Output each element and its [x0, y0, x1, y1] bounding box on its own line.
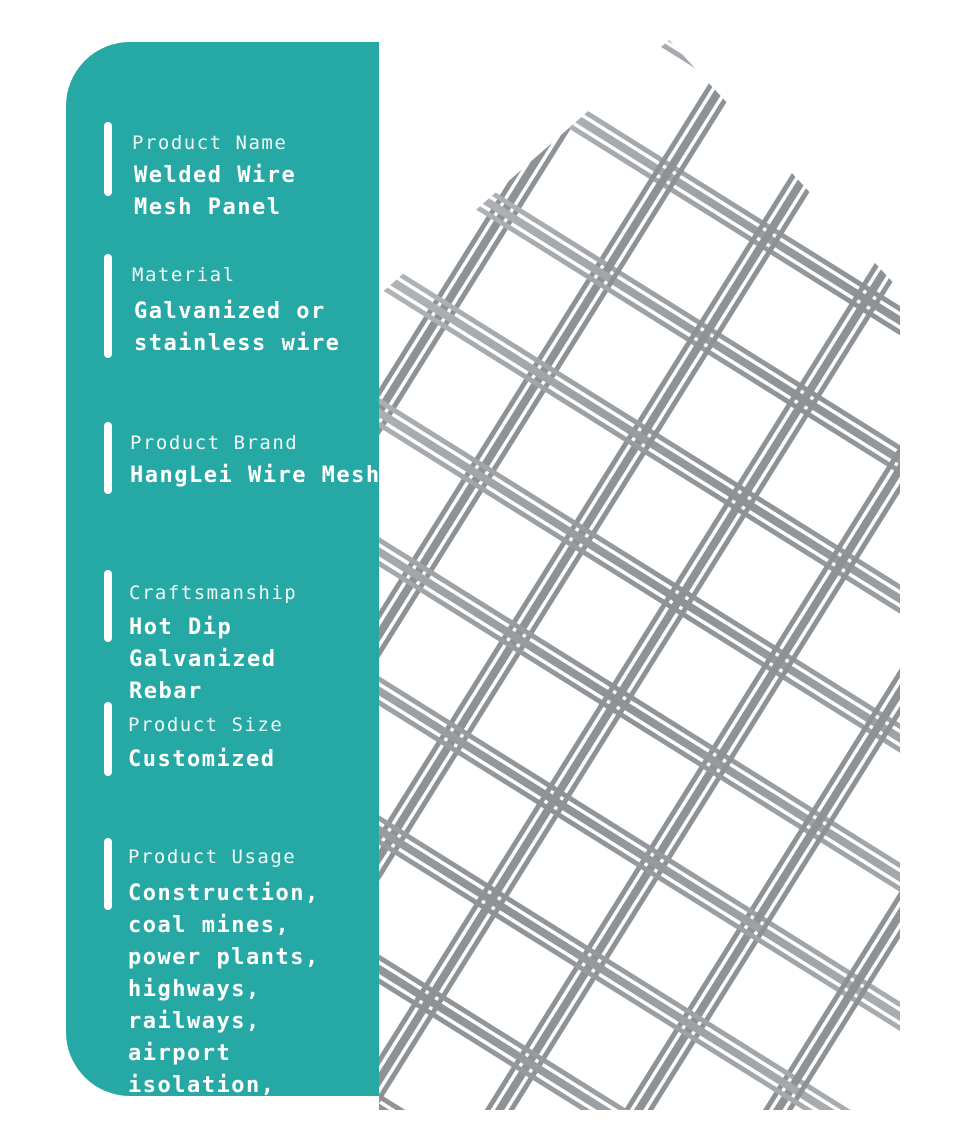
accent-bar: [104, 838, 112, 910]
spec-label: Material: [132, 264, 236, 286]
accent-bar: [104, 254, 112, 358]
spec-label: Craftsmanship: [129, 582, 298, 604]
spec-value: Customized: [128, 747, 276, 772]
spec-panel: [66, 42, 381, 1130]
spec-value: Hot Dip Galvanized Rebar: [129, 615, 277, 704]
spec-value: Construction, coal mines, power plants, highways, railways, airport isolation, etc.: [128, 881, 320, 1130]
accent-bar: [104, 570, 112, 642]
mesh-grid: [379, 40, 900, 1110]
wire-horizontal: [379, 40, 900, 468]
spec-value: Galvanized or stainless wire: [134, 299, 341, 356]
wire-horizontal: [379, 732, 900, 1110]
wire-horizontal: [379, 40, 900, 677]
spec-label: Product Usage: [128, 846, 297, 868]
wire-horizontal: [379, 715, 900, 1110]
spec-label: Product Brand: [130, 432, 299, 454]
spec-value: Welded Wire Mesh Panel: [134, 163, 297, 220]
spec-value: HangLei Wire Mesh: [130, 463, 381, 488]
spec-label: Product Size: [128, 714, 284, 736]
wire-horizontal: [379, 723, 900, 1110]
spec-label: Product Name: [132, 132, 288, 154]
accent-bar: [104, 422, 112, 494]
wire-mesh-photo: [379, 40, 900, 1110]
accent-bar: [104, 702, 112, 776]
accent-bar: [104, 122, 112, 196]
